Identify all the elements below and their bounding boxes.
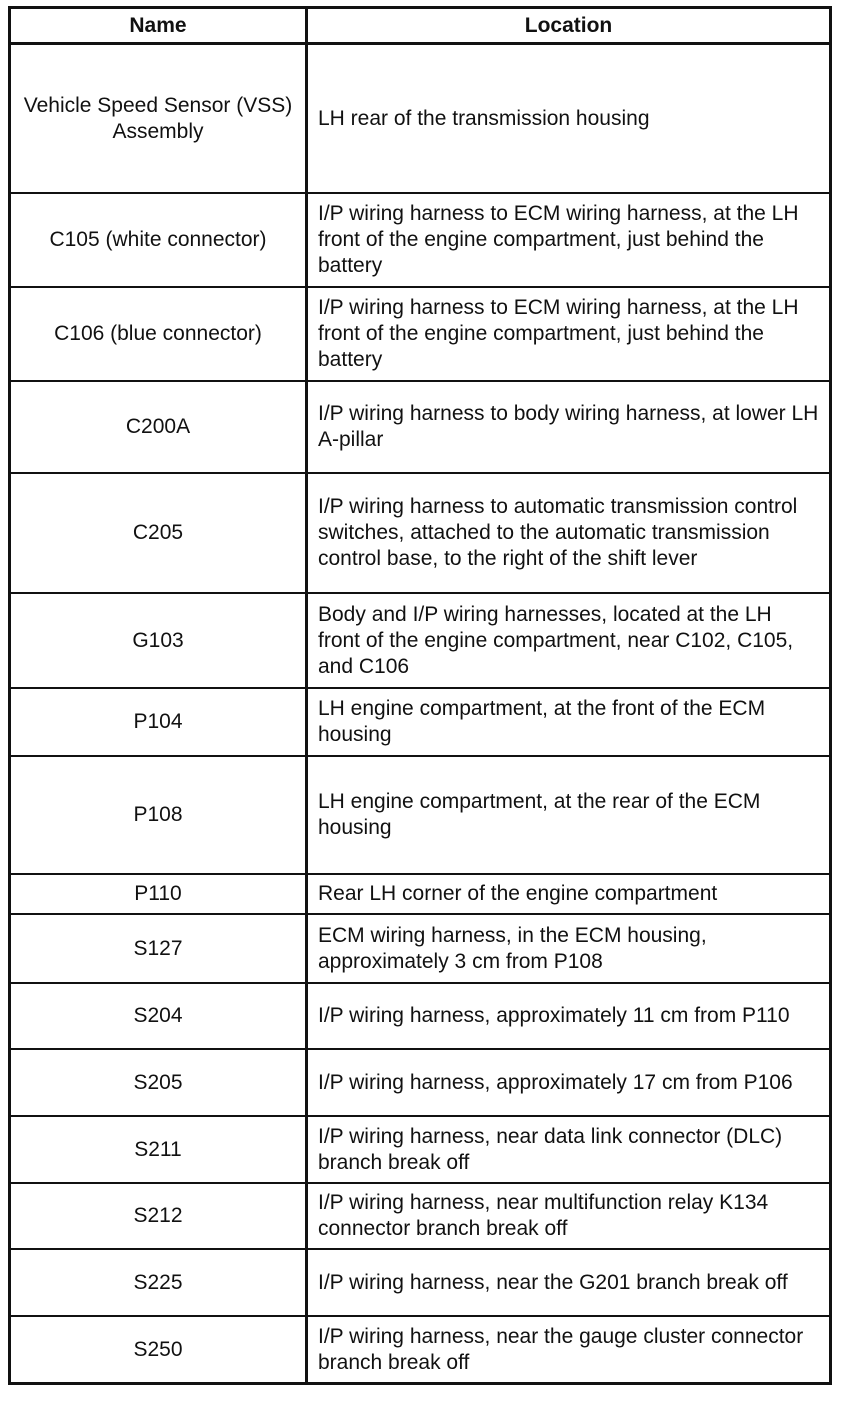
- row-location: Rear LH corner of the engine compartment: [308, 875, 829, 915]
- row-location: I/P wiring harness, near multifunction relay K134 connector branch break off: [308, 1184, 829, 1250]
- row-location: I/P wiring harness to body wiring harness, at lower LH A-pillar: [308, 382, 829, 474]
- row-name: S127: [11, 915, 308, 984]
- row-name: S225: [11, 1250, 308, 1317]
- row-location: I/P wiring harness, approximately 17 cm from P106: [308, 1050, 829, 1117]
- row-location: LH engine compartment, at the rear of the ECM housing: [308, 757, 829, 875]
- row-name: S212: [11, 1184, 308, 1250]
- row-name: S250: [11, 1317, 308, 1382]
- row-location: LH engine compartment, at the front of the ECM housing: [308, 689, 829, 757]
- row-name: C205: [11, 474, 308, 594]
- row-name: C105 (white connector): [11, 194, 308, 288]
- row-location: ECM wiring harness, in the ECM housing, approximately 3 cm from P108: [308, 915, 829, 984]
- row-name: G103: [11, 594, 308, 689]
- row-name: S211: [11, 1117, 308, 1184]
- row-location: I/P wiring harness, near the G201 branch break off: [308, 1250, 829, 1317]
- row-name: P110: [11, 875, 308, 915]
- header-name: Name: [11, 9, 308, 45]
- row-name: P108: [11, 757, 308, 875]
- component-location-table: [8, 6, 832, 1385]
- row-location: I/P wiring harness to ECM wiring harness, at the LH front of the engine compartment, just behind the battery: [308, 288, 829, 382]
- row-location: LH rear of the transmission housing: [308, 45, 829, 194]
- row-name: P104: [11, 689, 308, 757]
- row-name: S205: [11, 1050, 308, 1117]
- row-location: I/P wiring harness, near the gauge cluster connector branch break off: [318, 1324, 804, 1374]
- row-location: I/P wiring harness, near data link connector (DLC) branch break off: [308, 1117, 829, 1184]
- row-location: I/P wiring harness to ECM wiring harness, at the LH front of the engine compartment, just behind the battery: [308, 194, 829, 288]
- row-location: I/P wiring harness to automatic transmission control switches, attached to the automatic transmission control base, to the right of the shift lever: [308, 474, 829, 594]
- row-location: Body and I/P wiring harnesses, located at the LH front of the engine compartment, near C102, C105, and C106: [308, 594, 829, 689]
- row-name: S204: [11, 984, 308, 1050]
- row-name: C200A: [11, 382, 308, 474]
- row-name: C106 (blue connector): [11, 288, 308, 382]
- row-name: Vehicle Speed Sensor (VSS) Assembly: [11, 45, 308, 194]
- header-location: Location: [308, 9, 829, 45]
- row-location: I/P wiring harness, approximately 11 cm from P110: [308, 984, 829, 1050]
